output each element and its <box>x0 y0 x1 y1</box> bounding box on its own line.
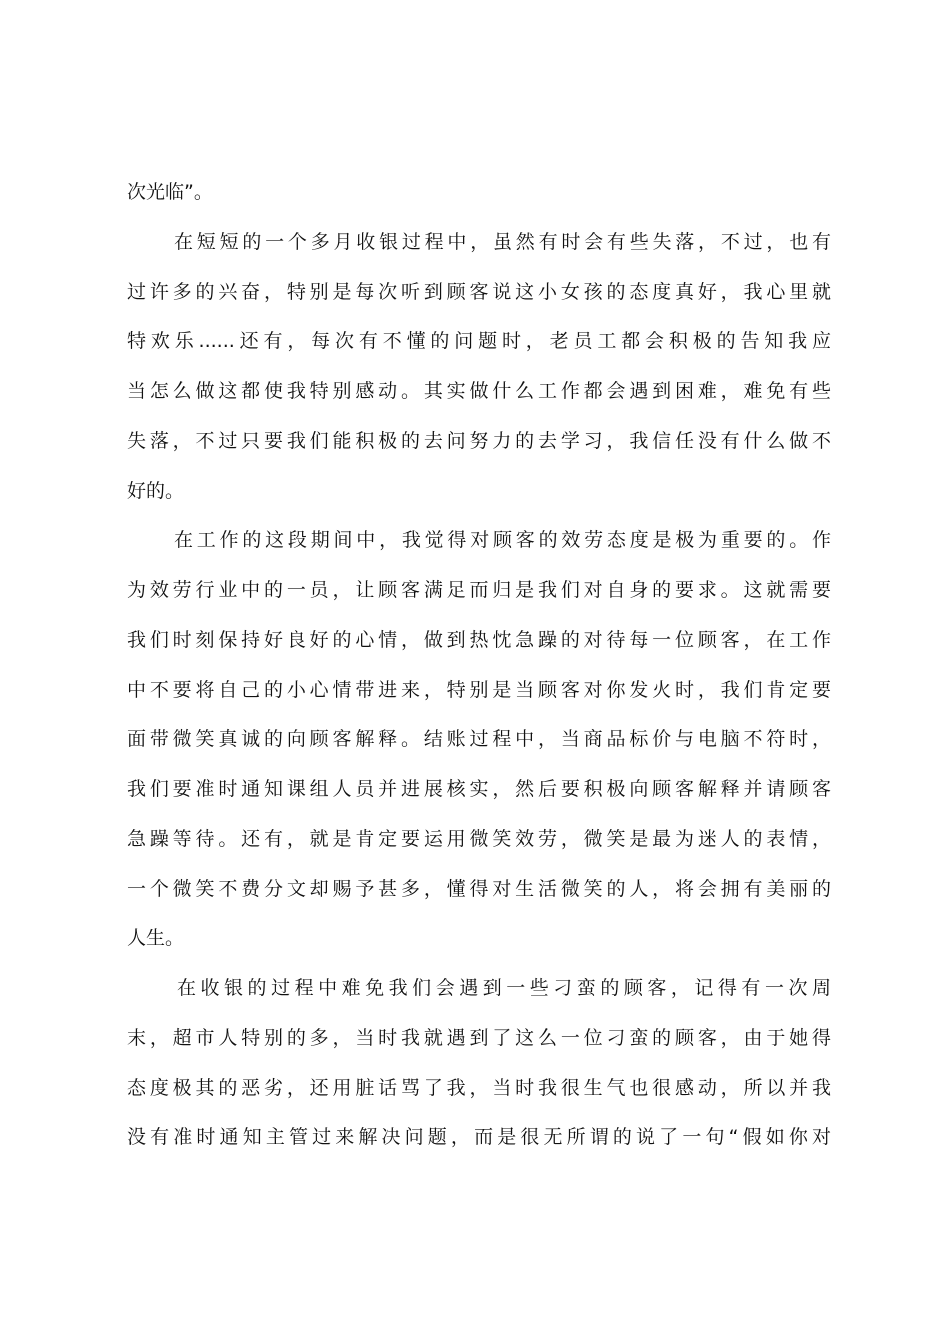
text-line: 我们要准时通知课组人员并进展核实，然后要积极向顾客解释并请顾客 <box>127 778 831 800</box>
paragraph-first-line: 在短短的一个多月收银过程中，虽然有时会有些失落，不过，也有 <box>174 230 831 253</box>
text-line: 失落，不过只要我们能积极的去问努力的去学习，我信任没有什么做不 <box>127 429 831 452</box>
text-line: 特欢乐......还有，每次有不懂的问题时，老员工都会积极的告知我应 <box>127 330 831 353</box>
text-line: 当怎么做这都使我特别感动。其实做什么工作都会遇到困难，难免有些 <box>127 380 831 402</box>
text-line: 过许多的兴奋，特别是每次听到顾客说这小女孩的态度真好，我心里就 <box>127 280 831 303</box>
text-line: 态度极其的恶劣，还用脏话骂了我，当时我很生气也很感动，所以并我 <box>127 1076 831 1099</box>
text-line: 没有准时通知主管过来解决问题，而是很无所谓的说了一句“假如你对 <box>127 1126 831 1149</box>
text-line: 一个微笑不费分文却赐予甚多，懂得对生活微笑的人，将会拥有美丽的 <box>127 877 831 900</box>
text-line: 好的。 <box>127 479 185 502</box>
paragraph-first-line: 在工作的这段期间中，我觉得对顾客的效劳态度是极为重要的。作 <box>174 529 831 552</box>
text-line: 中不要将自己的小心情带进来，特别是当顾客对你发火时，我们肯定要 <box>127 678 831 701</box>
text-line: 急躁等待。还有，就是肯定要运用微笑效劳，微笑是最为迷人的表情， <box>127 827 831 850</box>
text-line: 面带微笑真诚的向顾客解释。结账过程中，当商品标价与电脑不符时， <box>127 728 831 751</box>
text-line: 人生。 <box>127 927 185 950</box>
paragraph-first-line: 在收银的过程中难免我们会遇到一些刁蛮的顾客，记得有一次周 <box>177 977 831 999</box>
text-line: 次光临”。 <box>127 181 213 203</box>
text-line: 我们时刻保持好良好的心情，做到热忱急躁的对待每一位顾客，在工作 <box>127 628 831 651</box>
document-body <box>127 180 831 1175</box>
text-line: 末，超市人特别的多，当时我就遇到了这么一位刁蛮的顾客，由于她得 <box>127 1026 831 1049</box>
text-line: 为效劳行业中的一员，让顾客满足而归是我们对自身的要求。这就需要 <box>127 579 831 601</box>
